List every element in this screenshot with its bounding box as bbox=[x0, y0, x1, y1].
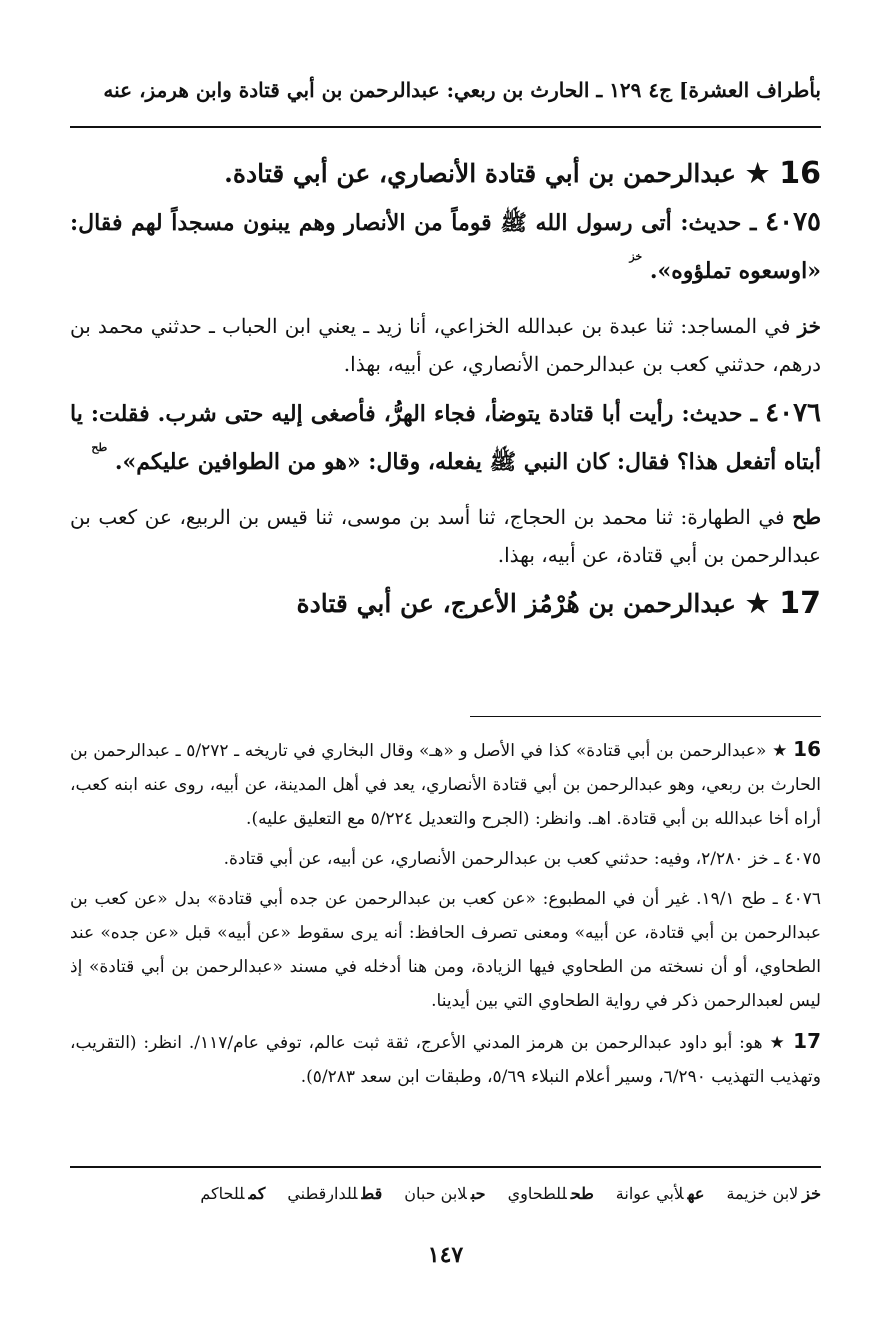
legend-item: عهلأبي عوانة bbox=[615, 1184, 705, 1203]
legend-item: حبلابن حبان bbox=[404, 1184, 486, 1203]
hadith-text: ـ حديث: رأيت أبا قتادة يتوضأ، فجاء الهرُّ، فأصغى إليه حتى شرب. فقلت: يا أبتاه أتفعل هذا؟ فقال: كان النبي ﷺ يفعله، وقال: «هو من الطوافين عليكم». bbox=[70, 401, 821, 475]
footnote-4075 bbox=[70, 842, 821, 876]
hadith-number: ٤٠٧٦ bbox=[765, 398, 821, 428]
legend-item: طحللطحاوي bbox=[507, 1184, 594, 1203]
section-heading-16 bbox=[70, 150, 821, 198]
hadith-number: ٤٠٧٥ bbox=[765, 207, 821, 237]
legend-item: كمللحاكم bbox=[200, 1184, 266, 1203]
source-sigla: خز bbox=[797, 314, 822, 338]
hadith-sigla: خز bbox=[629, 250, 643, 263]
section-number: 17 bbox=[779, 586, 821, 621]
footnote-text: ٤٠٧٥ ـ خز ٢/٢٨٠، وفيه: حدثني كعب بن عبدالرحمن الأنصاري، عن أبيه، عن أبي قتادة. bbox=[223, 849, 821, 869]
section-title: عبدالرحمن بن هُرْمُز الأعرج، عن أبي قتادة bbox=[296, 589, 736, 618]
main-text bbox=[70, 150, 821, 628]
header-rule bbox=[70, 126, 821, 128]
abbreviation-legend bbox=[70, 1184, 821, 1203]
hadith-4075 bbox=[70, 198, 821, 299]
hadith-text: ـ حديث: أتى رسول الله ﷺ قوماً من الأنصار وهم يبنون مسجداً لهم فقال: «اوسعوه تملؤوه». bbox=[70, 210, 821, 284]
star-icon: ★ bbox=[769, 1033, 787, 1053]
footnote-number: 17 bbox=[793, 1029, 821, 1053]
legend-rule bbox=[70, 1166, 821, 1168]
footnote-separator bbox=[470, 716, 821, 717]
footnote-17 bbox=[70, 1024, 821, 1094]
hadith-sigla: طح bbox=[91, 441, 108, 454]
star-icon: ★ bbox=[772, 741, 788, 761]
section-title: عبدالرحمن بن أبي قتادة الأنصاري، عن أبي قتادة. bbox=[224, 159, 736, 188]
footnote-text: «عبدالرحمن بن أبي قتادة» كذا في الأصل و «هـ» وقال البخاري في تاريخه ـ ٥/٢٧٢ ـ عبدالرحمن بن الحارث بن ربعي، وهو عبدالرحمن بن أبي قتادة الأنصاري، يعد في أهل المدينة، عن أبيه، روى عنه ابنه كعب، أراه أخا عبدالله بن أبي قتادة. اهـ. وانظر: (الجرح والتعديل ٥/٢٢٤ مع التعليق عليه). bbox=[70, 741, 821, 829]
hadith-source-4076 bbox=[70, 498, 821, 574]
running-header bbox=[70, 78, 821, 102]
hadith-4076 bbox=[70, 389, 821, 490]
source-sigla: طح bbox=[792, 505, 822, 529]
source-text: في المساجد: ثنا عبدة بن عبدالله الخزاعي، أنا زيد ـ يعني ابن الحباب ـ حدثني محمد بن درهم، حدثني كعب بن عبدالرحمن الأنصاري، عن أبيه، بهذا. bbox=[70, 314, 821, 376]
page-number: ١٤٧ bbox=[427, 1242, 464, 1268]
footnote-16 bbox=[70, 732, 821, 836]
section-heading-17 bbox=[70, 580, 821, 628]
legend-item: خزلابن خزيمة bbox=[726, 1184, 821, 1203]
star-icon: ★ bbox=[745, 589, 770, 619]
legend-item: قطللدارقطني bbox=[287, 1184, 383, 1203]
hadith-source-4075 bbox=[70, 307, 821, 383]
footnotes bbox=[70, 732, 821, 1100]
footnote-text: ٤٠٧٦ ـ طح ١٩/١. غير أن في المطبوع: «عن كعب بن عبدالرحمن عن جده أبي قتادة» بدل «عن كعب بن عبدالرحمن بن أبي قتادة، عن أبيه» ومعنى تصرف الحافظ: أنه يرى سقوط «عن أبيه» قبل «عن جده» عند الطحاوي، أو أن نسخته من الطحاوي فيها الزيادة، ومن هنا أدخله في مسند «عبدالرحمن بن أبي قتادة» إذ ليس لعبدالرحمن ذكر في رواية الطحاوي التي بين أيدينا. bbox=[70, 889, 821, 1011]
section-number: 16 bbox=[779, 156, 821, 191]
footnote-4076 bbox=[70, 882, 821, 1018]
running-header-text: بأطراف العشرة] ج٤ ١٢٩ ـ الحارث بن ربعي: عبدالرحمن بن أبي قتادة وابن هرمز، عنه bbox=[103, 78, 821, 102]
footnote-text: هو: أبو داود عبدالرحمن بن هرمز المدني الأعرج، ثقة ثبت عالم، توفي عام/١١٧/. انظر: (التقريب، وتهذيب التهذيب ٦/٢٩٠، وسير أعلام النبلاء ٥/٦٩، وطبقات ابن سعد ٥/٢٨٣). bbox=[70, 1033, 821, 1087]
footnote-number: 16 bbox=[793, 737, 822, 761]
source-text: في الطهارة: ثنا محمد بن الحجاج، ثنا أسد بن موسى، ثنا قيس بن الربيع، عن كعب بن عبدالرحمن بن أبي قتادة، عن أبيه، بهذا. bbox=[70, 505, 821, 567]
star-icon: ★ bbox=[745, 159, 770, 189]
